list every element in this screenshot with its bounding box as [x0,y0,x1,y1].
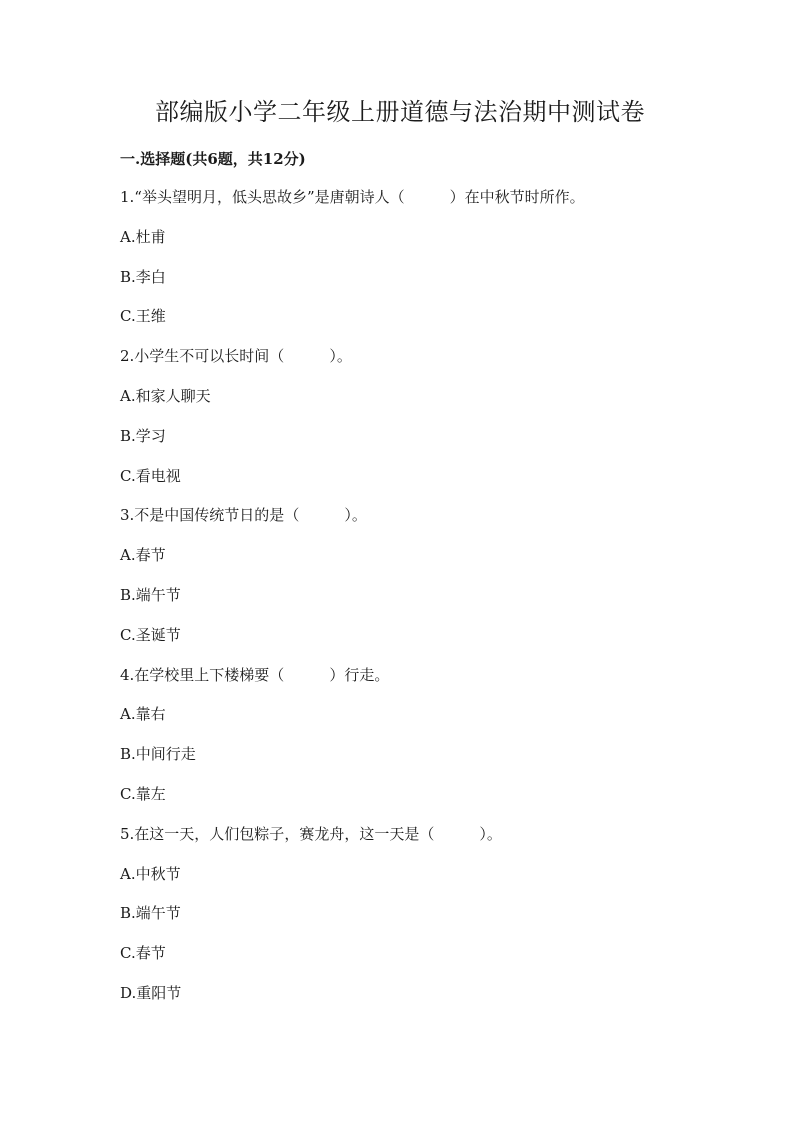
answer-option: B.端午节 [120,904,181,923]
question-stem: 1.“举头望明月，低头思故乡”是唐朝诗人（ ）在中秋节时所作。 [120,188,585,206]
answer-option: C.看电视 [120,466,181,485]
answer-option: B.中间行走 [120,745,196,764]
answer-option: A.靠右 [120,705,166,724]
answer-option: C.春节 [120,944,166,963]
question-list [120,186,720,1022]
question-stem: 5.在这一天，人们包粽子，赛龙舟，这一天是（ ）。 [120,824,502,843]
answer-option: A.春节 [120,546,166,565]
answer-option: B.李白 [120,267,166,286]
exam-title: 部编版小学二年级上册道德与法治期中测试卷 [155,98,645,126]
section-heading: 一.选择题(共6题，共12分) [120,150,306,168]
answer-option: B.端午节 [120,585,181,604]
answer-option: C.王维 [120,307,166,326]
answer-option: A.中秋节 [120,864,181,883]
question-stem: 3.不是中国传统节日的是（ ）。 [120,506,367,525]
answer-option: A.和家人聊天 [120,386,211,405]
answer-option: D.重阳节 [120,983,182,1002]
question-stem: 2.小学生不可以长时间（ ）。 [120,347,352,366]
answer-option: C.圣诞节 [120,625,181,644]
answer-option: A.杜甫 [120,227,166,246]
question-stem: 4.在学校里上下楼梯要（ ）行走。 [120,665,390,684]
answer-option: C.靠左 [120,784,166,803]
answer-option: B.学习 [120,426,166,445]
